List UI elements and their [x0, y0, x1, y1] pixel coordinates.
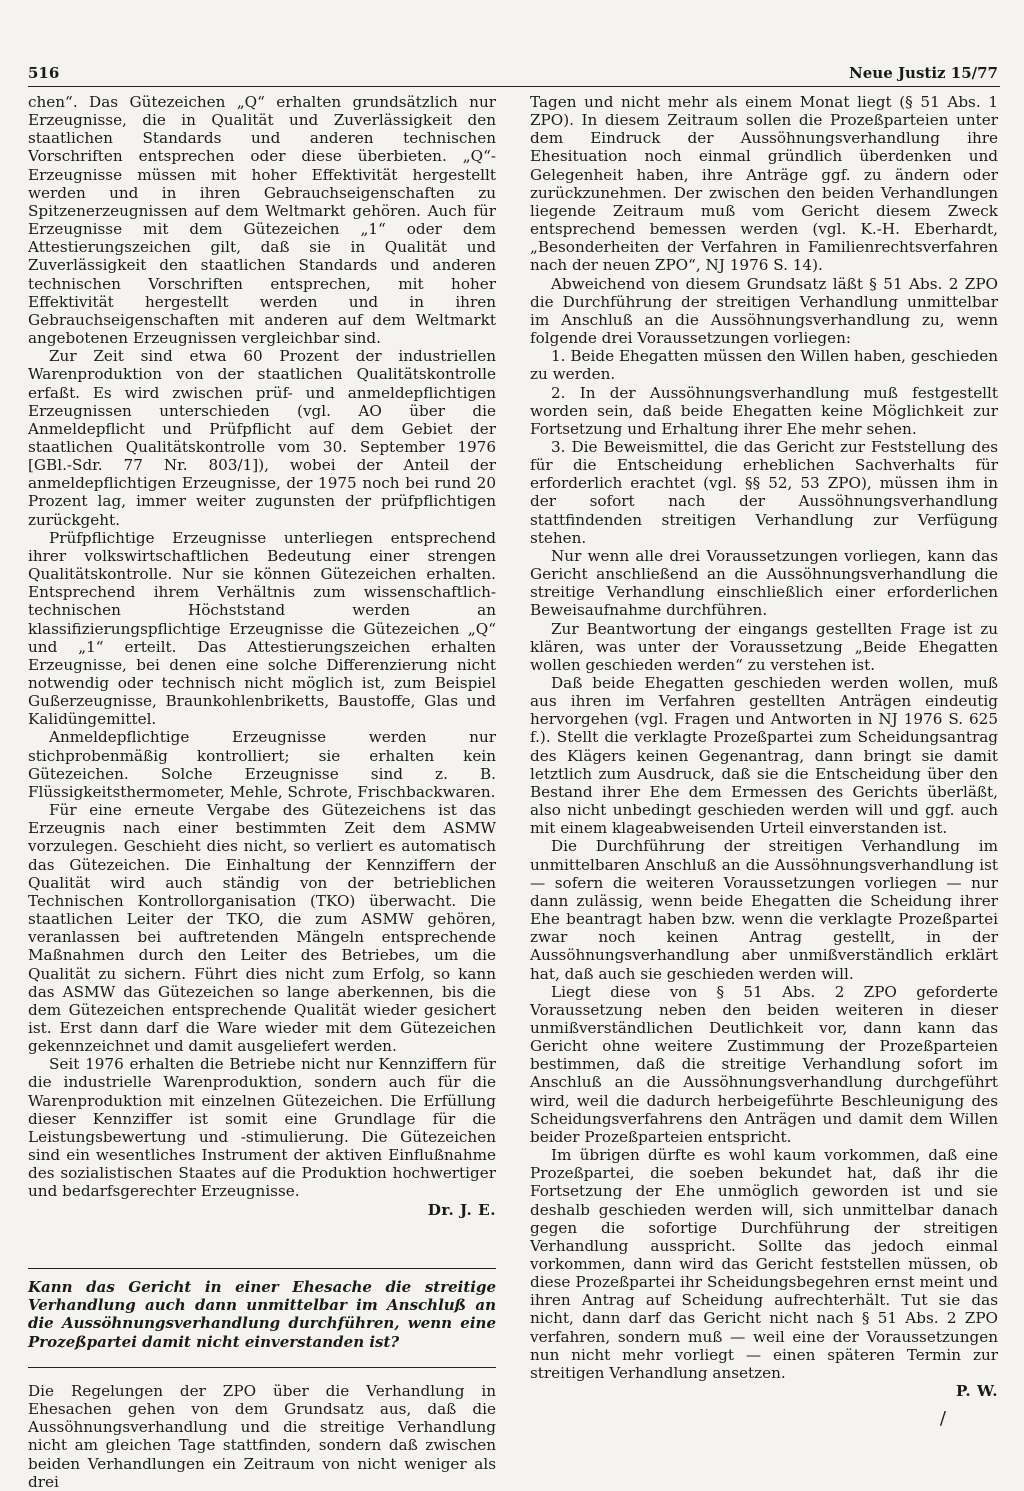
paragraph: Die Durchführung der streitigen Verhandlung im unmittelbaren Anschluß an die Aussöhnungsverhandlung ist — sofern die weiteren Voraussetzungen vorliegen — nur dann zulässig, wenn beide Ehegatten die Scheidung ihrer Ehe beantragt haben bzw. wenn die verklagte Prozeßpartei zwar noch keinen Antrag gestellt, in der Aussöhnungsverhandlung aber unmißverständlich erklärt hat, daß auch sie geschieden werden will. — [530, 837, 998, 983]
list-item: 3. Die Beweismittel, die das Gericht zur Feststellung des für die Entscheidung erheblichen Sachverhalts für erforderlich erachtet (vgl. §§ 52, 53 ZPO), müssen ihm in der sofort nach der Aussöhnungsverhandlung stattfindenden streitigen Verhandlung zur Verfügung stehen. — [530, 437, 998, 547]
header-rule — [28, 86, 1000, 87]
paragraph: Zur Zeit sind etwa 60 Prozent der industriellen Warenproduktion von der staatlichen Qualitätskontrolle erfaßt. Es wird zwischen prüf- und anmeldepflichtigen Erzeugnissen unterschieden (vgl. AO über die Anmeldepflicht und Prüfpflicht auf dem Gebiet der staatlichen Qualitätskontrolle vom 30. September 1976 [GBl.-Sdr. 77 Nr. 803/1]), wobei der Anteil der anmeldepflichtigen Erzeugnisse, der 1975 noch bei rund 20 Prozent lag, immer weiter zugunsten der prüfpflichtigen zurückgeht. — [28, 347, 496, 529]
list-item: 1. Beide Ehegatten müssen den Willen haben, geschieden zu werden. — [530, 347, 998, 384]
paragraph: Im übrigen dürfte es wohl kaum vorkommen, daß eine Prozeßpartei, die soeben bekundet hat, daß ihr die Fortsetzung der Ehe unmöglich geworden ist und sie deshalb geschieden werden will, sich unmittelbar danach gegen die sofortige Durchführung der streitigen Verhandlung ausspricht. Sollte das jedoch einmal vorkommen, dann wird das Gericht feststellen müssen, ob diese Prozeßpartei ihr Scheidungsbegehren ernst meint und ihren Antrag auf Scheidung aufrechterhält. Tut sie das nicht, dann darf das Gericht nicht nach § 51 Abs. 2 ZPO verfahren, sondern muß — weil eine der Voraussetzungen nun nicht mehr vorliegt — einen späteren Termin zur streitigen Verhandlung ansetzen. — [530, 1146, 998, 1382]
paragraph: chen“. Das Gütezeichen „Q“ erhalten grundsätzlich nur Erzeugnisse, die in Qualität und Zuverlässigkeit den staatlichen Standards und anderen technischen Vorschriften entsprechen oder diese überbieten. „Q“-Erzeugnisse müssen mit hoher Effektivität hergestellt werden und in ihren Gebrauchseigenschaften zu Spitzenerzeugnissen auf dem Weltmarkt gehören. Auch für Erzeugnisse mit dem Gütezeichen „1“ oder dem Attestierungszeichen gilt, daß sie in Qualität und Zuverlässigkeit den staatlichen Standards und anderen technischen Vorschriften entsprechen, mit hoher Effektivität hergestellt werden und in ihren Gebrauchseigenschaften mit anderen auf dem Weltmarkt angebotenen Erzeugnissen vergleichbar sind. — [28, 93, 496, 348]
paragraph: Zur Beantwortung der eingangs gestellten Frage ist zu klären, was unter der Voraussetzung „Beide Ehegatten wollen geschieden werden“ zu verstehen ist. — [530, 619, 998, 674]
page-number: 516 — [28, 64, 60, 82]
paragraph: Liegt diese von § 51 Abs. 2 ZPO geforderte Voraussetzung neben den beiden weiteren in dieser unmißverständlichen Deutlichkeit vor, dann kann das Gericht ohne weitere Zustimmung der Prozeßparteien bestimmen, daß die streitige Verhandlung sofort im Anschluß an die Aussöhnungsverhandlung durchgeführt wird, weil die dadurch herbeigeführte Beschleunigung des Scheidungsverfahrens den Anträgen und damit dem Willen beider Prozeßparteien entspricht. — [530, 982, 998, 1146]
author-signature: Dr. J. E. — [427, 1200, 496, 1219]
paragraph: Tagen und nicht mehr als einem Monat liegt (§ 51 Abs. 1 ZPO). In diesem Zeitraum sollen die Prozeßparteien unter dem Eindruck der Aussöhnungsverhandlung ihre Ehesituation noch einmal gründlich überdenken und Gelegenheit haben, ihre Anträge ggf. zu ändern oder zurückzunehmen. Der zwischen den beiden Verhandlungen liegende Zeitraum muß vom Gericht diesem Zweck entsprechend bemessen werden (vgl. K.-H. Eberhardt, „Besonderheiten der Verfahren in Familienrechtsverfahren nach der neuen ZPO“, NJ 1976 S. 14). — [530, 93, 998, 275]
paragraph: Seit 1976 erhalten die Betriebe nicht nur Kennziffern für die industrielle Warenproduktion, sondern auch für die Warenproduktion mit einzelnen Gütezeichen. Die Erfüllung dieser Kennziffer ist somit eine Grundlage für die Leistungsbewertung und -stimulierung. Die Gütezeichen sind ein wesentliches Instrument der aktiven Einflußnahme des sozialistischen Staates auf die Produktion hochwertiger und bedarfsgerechter Erzeugnisse. — [28, 1055, 496, 1201]
paragraph: Prüfpflichtige Erzeugnisse unterliegen entsprechend ihrer volkswirtschaftlichen Bedeutung einer strengen Qualitätskontrolle. Nur sie können Gütezeichen erhalten. Entsprechend ihrem Verhältnis zum wissenschaftlich-technischen Höchststand werden an klassifizierungspflichtige Erzeugnisse die Gütezeichen „Q“ und „1“ erteilt. Das Attestierungszeichen erhalten Erzeugnisse, bei denen eine solche Differenzierung nicht notwendig oder technisch nicht möglich ist, zum Beispiel Gußerzeugnisse, Braunkohlenbriketts, Baustoffe, Glas und Kalidüngemittel. — [28, 528, 496, 729]
paragraph: Für eine erneute Vergabe des Gütezeichens ist das Erzeugnis nach einer bestimmten Zeit dem ASMW vorzulegen. Geschieht dies nicht, so verliert es automatisch das Gütezeichen. Die Einhaltung der Kennziffern der Qualität wird auch ständig von der betrieblichen Technischen Kontrollorganisation (TKO) überwacht. Die staatlichen Leiter der TKO, die zum ASMW gehören, veranlassen bei auftretenden Mängeln entsprechende Maßnahmen durch den Leiter des Betriebes, um die Qualität zu sichern. Führt dies nicht zum Erfolg, so kann das ASMW das Gütezeichen so lange aberkennen, bis die dem Gütezeichen entsprechende Qualität wieder gesichert ist. Erst dann darf die Ware wieder mit dem Gütezeichen gekennzeichnet und damit ausgeliefert werden. — [28, 801, 496, 1056]
paragraph: Die Regelungen der ZPO über die Verhandlung in Ehesachen gehen von dem Grundsatz aus, daß die Aussöhnungsverhandlung und die streitige Verhandlung nicht am gleichen Tage stattfinden, sondern daß zwischen beiden Verhandlungen ein Zeitraum von nicht weniger als drei — [28, 1381, 496, 1491]
left-column — [28, 93, 496, 1491]
paragraph: Anmeldepflichtige Erzeugnisse werden nur stichprobenmäßig kontrolliert; sie erhalten kein Gütezeichen. Solche Erzeugnisse sind z. B. Flüssigkeitsthermometer, Mehle, Schrote, Frischbackwaren. — [28, 728, 496, 801]
paragraph: Nur wenn alle drei Voraussetzungen vorliegen, kann das Gericht anschließend an die Aussöhnungsverhandlung die streitige Verhandlung einschließlich einer erforderlichen Beweisaufnahme durchführen. — [530, 546, 998, 620]
running-head: Neue Justiz 15/77 — [849, 64, 998, 82]
author-signature: P. W. — [956, 1382, 998, 1401]
end-mark: / — [939, 1408, 946, 1430]
question-heading: Kann das Gericht in einer Ehesache die streitige Verhandlung auch dann unmittelbar im Anschluß an die Aussöhnungsverhandlung durchführen, wenn eine Prozeßpartei damit nicht einverstanden ist? — [28, 1277, 496, 1351]
right-column — [530, 93, 998, 1428]
list-item: 2. In der Aussöhnungsverhandlung muß festgestellt worden sein, daß beide Ehegatten keine Möglichkeit zur Fortsetzung und Erhaltung ihrer Ehe mehr sehen. — [530, 383, 998, 438]
paragraph: Daß beide Ehegatten geschieden werden wollen, muß aus ihren im Verfahren gestellten Anträgen eindeutig hervorgehen (vgl. Fragen und Antworten in NJ 1976 S. 625 f.). Stellt die verklagte Prozeßpartei zum Scheidungsantrag des Klägers keinen Gegenantrag, dann bringt sie damit letztlich zum Ausdruck, daß sie die Entscheidung über den Bestand ihrer Ehe dem Ermessen des Gerichts überläßt, also nicht unbedingt geschieden werden will und ggf. auch mit einem klageabweisenden Urteil einverstanden ist. — [530, 674, 998, 838]
paragraph: Abweichend von diesem Grundsatz läßt § 51 Abs. 2 ZPO die Durchführung der streitigen Verhandlung unmittelbar im Anschluß an die Aussöhnungsverhandlung zu, wenn folgende drei Voraussetzungen vorliegen: — [530, 274, 998, 348]
